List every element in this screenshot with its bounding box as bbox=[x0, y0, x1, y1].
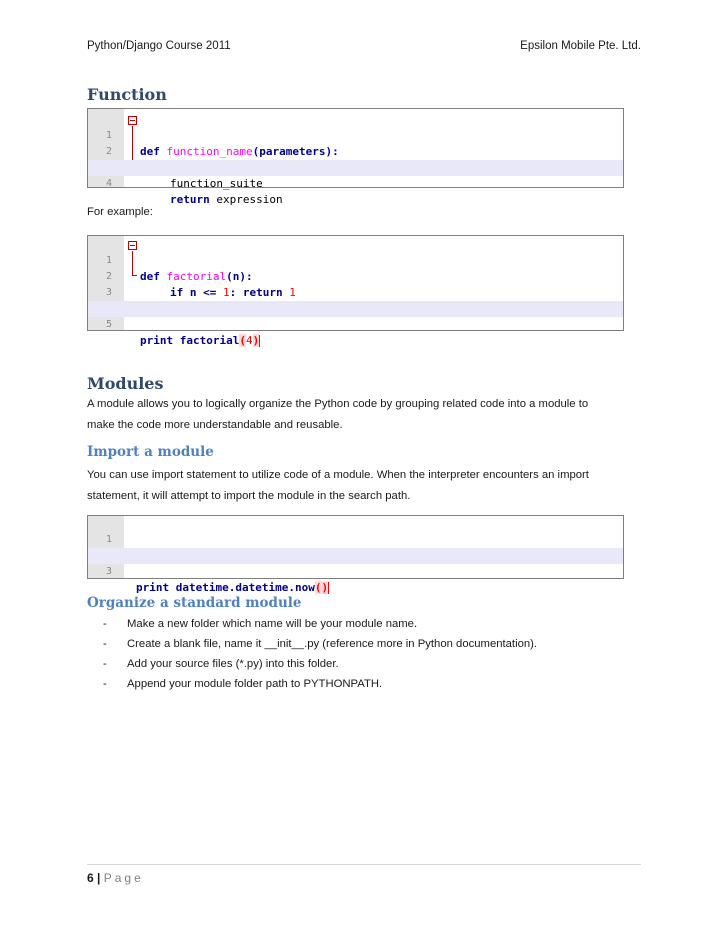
code-line bbox=[88, 532, 623, 548]
modules-heading: Modules bbox=[87, 374, 164, 393]
code-line: function_suite bbox=[170, 177, 263, 190]
course-title: Python/Django Course 2011 bbox=[87, 40, 231, 52]
code-line: 2 if n <= 1: return 1 bbox=[105, 271, 296, 299]
text-cursor bbox=[328, 582, 329, 594]
code-line: 1 bbox=[105, 534, 112, 545]
page-footer bbox=[87, 864, 641, 885]
footer-separator: | bbox=[97, 871, 101, 885]
import-heading: Import a module bbox=[87, 444, 214, 460]
list-item: - Append your module folder path to PYTHONPATH. bbox=[103, 678, 383, 690]
code-line: 2 bbox=[105, 146, 112, 157]
organize-heading: Organize a standard module bbox=[87, 595, 302, 611]
company-name: Epsilon Mobile Pte. Ltd. bbox=[520, 40, 641, 52]
code-line: 1 def function_name(parameters): bbox=[105, 130, 339, 158]
list-item: - Create a blank file, name it __init__.py (reference more in Python documentation). bbox=[103, 638, 538, 650]
example-label: For example: bbox=[87, 206, 153, 218]
factorial-code-block bbox=[87, 235, 624, 347]
organize-list bbox=[87, 614, 537, 694]
function-heading: Function bbox=[87, 85, 167, 104]
code-line-current: 4 return expression bbox=[88, 160, 623, 176]
code-line-current: 3 print datetime.datetime.now() bbox=[88, 548, 623, 564]
code-line: 3 bbox=[105, 287, 112, 298]
list-item: - Make a new folder which name will be your module name. bbox=[103, 618, 418, 630]
modules-paragraph: A module allows you to logically organize the Python code by grouping related code into a module to make the code more understandable and reusable. bbox=[87, 398, 589, 431]
text-cursor bbox=[259, 335, 260, 347]
code-line bbox=[88, 285, 623, 301]
list-item: - Add your source files (*.py) into this folder. bbox=[103, 658, 339, 670]
page-header bbox=[87, 40, 641, 56]
import-paragraph: You can use import statement to utilize code of a module. When the interpreter encounters an import statement, it will attempt to import the module in the search path. bbox=[87, 469, 589, 502]
code-line-current: 5 print factorial(4) bbox=[88, 301, 623, 317]
function-code-block bbox=[87, 108, 624, 206]
import-code-block bbox=[87, 515, 624, 594]
page-number: 6 bbox=[87, 871, 94, 885]
page-label: Page bbox=[103, 871, 144, 885]
code-line: 1 def factorial(n): bbox=[105, 255, 253, 283]
